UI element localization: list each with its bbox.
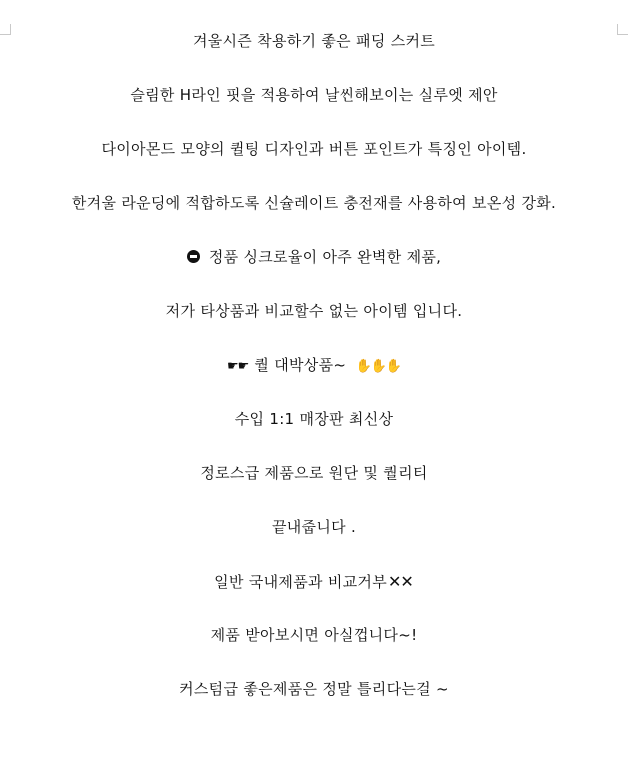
line-text: 제품 받아보시면 아실껍니다~! [210,626,418,644]
line-text: 저가 타상품과 비교할수 없는 아이템 입니다. [165,302,463,320]
text-line-8 [0,405,628,459]
line-text: 슬림한 H라인 핏을 적용하여 날씬해보이는 실루엣 제안 [130,86,498,104]
line-text: 커스텀급 좋은제품은 정말 틀리다는걸 ~ [179,680,449,698]
line-text: 정품 싱크로율이 아주 완벽한 제품, [208,248,442,266]
raised-hands-icon: ✋✋✋ [352,359,402,374]
text-line-3 [0,135,628,189]
text-line-13 [0,675,628,729]
pointing-hands-icon: ☛☛ [226,359,249,374]
text-line-2 [0,81,628,135]
line-text: 수입 1:1 매장판 최신상 [234,410,394,428]
line-text: 정로스급 제품으로 원단 및 퀄리티 [200,464,428,482]
text-line-4 [0,189,628,243]
text-line-6 [0,297,628,351]
cross-mark-icon: ✕✕ [388,572,413,591]
line-text: 끝내줍니다 . [271,518,357,536]
text-line-12 [0,621,628,675]
line-text: 일반 국내제품과 비교거부 [214,573,387,591]
text-line-9 [0,459,628,513]
line-text: 겨울시즌 착용하기 좋은 패딩 스커트 [192,32,436,50]
text-line-7 [0,351,628,405]
no-entry-icon [187,250,200,263]
text-line-11 [0,567,628,621]
line-text: 퀄 대박상품~ [254,356,347,374]
text-line-10 [0,513,628,567]
text-line-5 [0,243,628,297]
document-page [0,27,628,729]
text-line-1 [0,27,628,81]
line-text: 다이아몬드 모양의 퀼팅 디자인과 버튼 포인트가 특징인 아이템. [101,140,527,158]
line-text: 한겨울 라운딩에 적합하도록 신슐레이트 충전재를 사용하여 보온성 강화. [71,194,557,212]
